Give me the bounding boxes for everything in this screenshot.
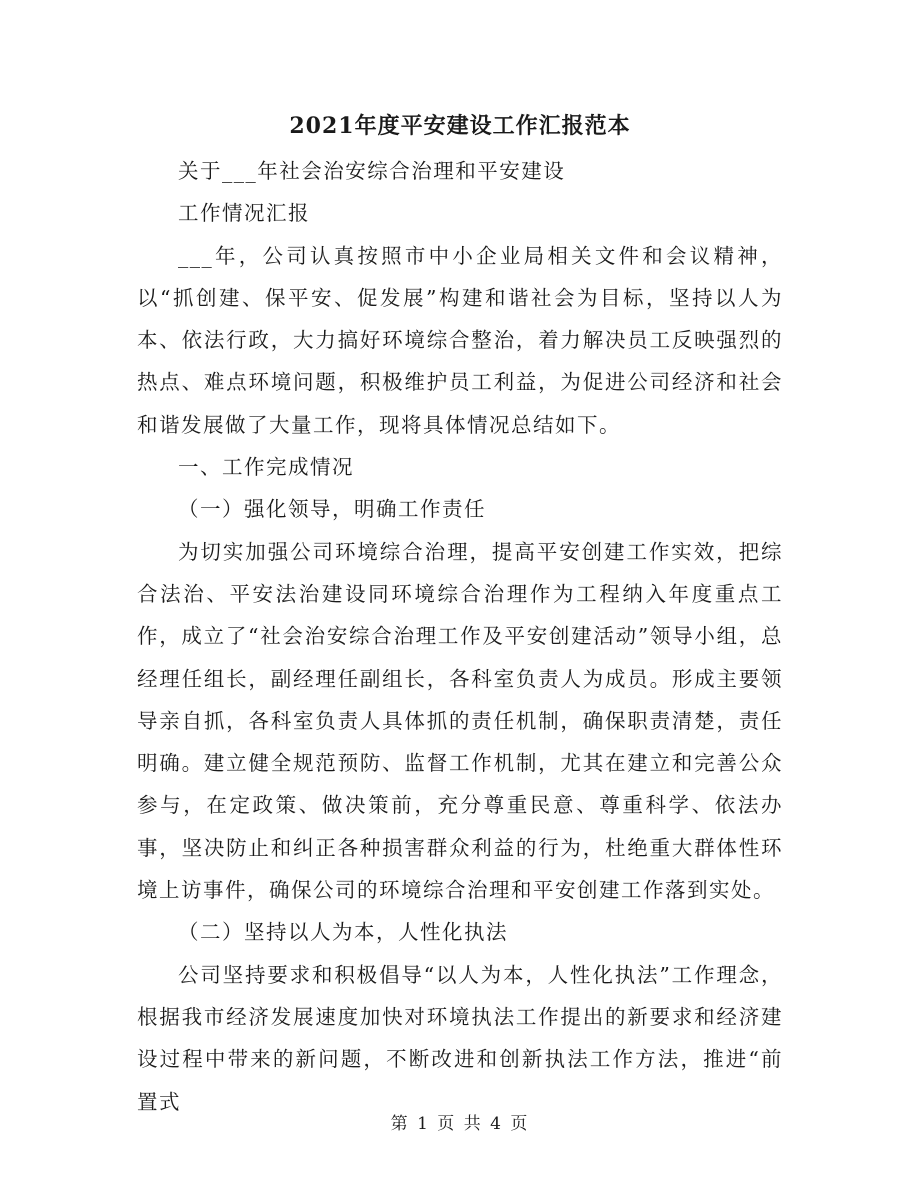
paragraph-people-oriented: 公司坚持要求和积极倡导“以人为本，人性化执法”工作理念，根据我市经济发展速度加快对环境执法工作提出的新要求和经济建设过程中带来的新问题，不断改进和创新执法工作方法，推进“前置式 — [137, 962, 783, 1114]
paragraph-intro: ___年，公司认真按照市中小企业局相关文件和会议精神，以“抓创建、保平安、促发展”构建和谐社会为目标，坚持以人为本、依法行政，大力搞好环境综合整治，着力解决员工反映强烈的热点、难点环境问题，积极维护员工利益，为促进公司经济和社会和谐发展做了大量工作，现将具体情况总结如下。 — [137, 243, 783, 437]
paragraph-subject-line-2: 工作情况汇报 — [178, 201, 310, 226]
paragraph-leadership: 为切实加强公司环境综合治理，提高平安创建工作实效，把综合法治、平安法治建设同环境综合治理作为工程纳入年度重点工作，成立了“社会治安综合治理工作及平安创建活动”领导小组，总经理任组长，副经理任副组长，各科室负责人为成员。形成主要领导亲自抓，各科室负责人具体抓的责任机制，确保职责清楚，责任明确。建立健全规范预防、监督工作机制，尤其在建立和完善公众参与，在定政策、做决策前，充分尊重民意、尊重科学、依法办事，坚决防止和纠正各种损害群众利益的行为，杜绝重大群体性环境上访事件，确保公司的环境综合治理和平安创建工作落到实处。 — [137, 539, 783, 903]
document-title: 2021年度平安建设工作汇报范本 — [289, 113, 631, 139]
paragraph-subject-line-1: 关于___年社会治安综合治理和平安建设 — [178, 159, 566, 183]
subsection-heading-1: （一）强化领导，明确工作责任 — [178, 497, 486, 522]
subsection-heading-2: （二）坚持以人为本，人性化执法 — [178, 920, 508, 945]
page-number-footer: 第 1 页 共 4 页 — [390, 1114, 530, 1134]
section-heading-1: 一、工作完成情况 — [178, 455, 354, 480]
document-body — [137, 150, 783, 1123]
